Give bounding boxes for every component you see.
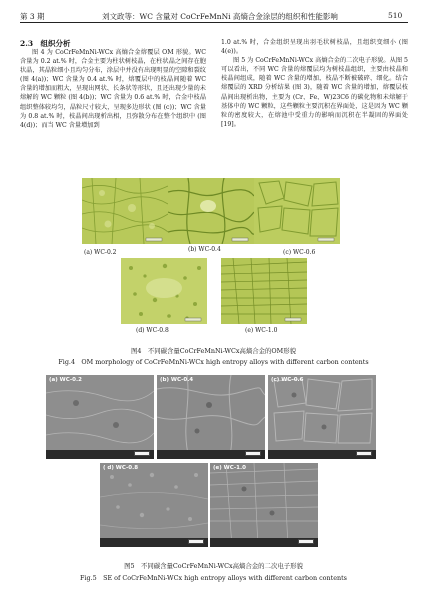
- paragraph-se: 图 5 为 CoCrFeMnNi-WCx 高熵合金的二次电子形貌。从图 5 可以看出，不同 WC 含量的熔覆层均为树枝晶组织，主要由枝晶和枝晶间组成，随着 WC 含量的增加，枝晶不断被破碎、细化。结合熔覆层的 XRD 分析结果 (图 3)，随着 WC 含量的增加，熔覆层枝晶间出现析出物，主要为 (Cr、Fe、W)23C6 的碳化物和未熔解于基体中的 WC 颗粒，这些颗粒主要沉积在界面处，这是因为 WC 颗粒的密度较大，在熔池中受重力的影响而沉积在半凝固的界面处 [19]。: [221, 57, 408, 128]
- running-title: 刘文政等：WC 含量对 CoCrFeMnNi 高熵合金涂层的组织和性能影响: [102, 12, 338, 21]
- page-number: 510: [388, 11, 403, 20]
- om-label-e: (e) WC-1.0: [245, 327, 278, 334]
- se-scale-bar-d: [188, 539, 204, 544]
- se-scale-bar-e: [298, 539, 314, 544]
- se-panel-a: [46, 375, 154, 459]
- paragraph-om-end: 1.0 at.% 时，合金组织呈现出羽毛状树枝晶，且组织变细小 (图 4(e))。: [221, 39, 408, 56]
- om-label-c: (c) WC-0.6: [283, 249, 316, 256]
- se-panel-d: [100, 463, 208, 547]
- se-label-c: (c) WC-0.6: [271, 377, 304, 383]
- om-label-a: (a) WC-0.2: [84, 249, 117, 256]
- om-label-d: (d) WC-0.8: [136, 327, 169, 334]
- se-image-e: [210, 463, 318, 547]
- se-image-d: [100, 463, 208, 547]
- se-image-c: [268, 375, 376, 459]
- se-label-a: (a) WC-0.2: [49, 377, 82, 383]
- figure-4-caption-en: Fig.4 OM morphology of CoCrFeMnNi-WCx high entropy alloys with different carbon contents: [58, 358, 369, 366]
- se-panel-e: [210, 463, 318, 547]
- om-label-b: (b) WC-0.4: [188, 246, 221, 253]
- se-panel-c: [268, 375, 376, 459]
- figure-5-caption-cn: 图5 不同碳含量CoCrFeMnNi-WCx高熵合金的二次电子形貌: [124, 562, 303, 570]
- se-scale-bar-b: [245, 451, 261, 456]
- section-title: 2.3 组织分析: [20, 39, 71, 48]
- se-scale-bar-c: [356, 451, 372, 456]
- figure-4-caption-cn: 图4 不同碳含量CoCrFeMnNi-WCx高熵合金的OM形貌: [130, 347, 297, 355]
- se-image-a: [46, 375, 154, 459]
- se-label-b: (b) WC-0.4: [160, 377, 194, 383]
- se-image-b: [157, 375, 265, 459]
- se-panel-b: [157, 375, 265, 459]
- se-label-e: (e) WC-1.0: [213, 465, 246, 471]
- paragraph-om: 图 4 为 CoCrFeMnNi-WCx 高熵合金熔覆层 OM 形貌。WC 含量为 0.2 at.% 时，合金主要为柱状树枝晶，在柱状晶之间存在胞状晶，其晶粒细小且均匀分布，涂层中并没有出现明显的空隙和裂纹 (图 4(a))；WC 含量为 0.4 at.% 时，熔覆层中的枝晶间随着 WC 含量的增加而粗大，呈现出网状、长条状等形状，且还出现少量的未熔解的 WC 颗粒 (图 4(b))；WC 含量为 0.6 at.% 时，合金中枝晶组织整体较均匀，晶粒尺寸较大，呈现多边形状 (图 (c))；WC 含量为 0.8 at.% 时，枝晶间出现析出相，且弥散分布在整个组织中 (图 4(d))；而当 WC 含量增加到: [20, 49, 206, 129]
- figure-5-caption-en: Fig.5 SE of CoCrFeMnNi-WCx high entropy alloys with different carbon contents: [80, 574, 347, 582]
- se-scale-bar-a: [134, 451, 150, 456]
- se-label-d: ( d) WC-0.8: [103, 465, 139, 471]
- journal-issue: 第 3 期: [20, 12, 45, 21]
